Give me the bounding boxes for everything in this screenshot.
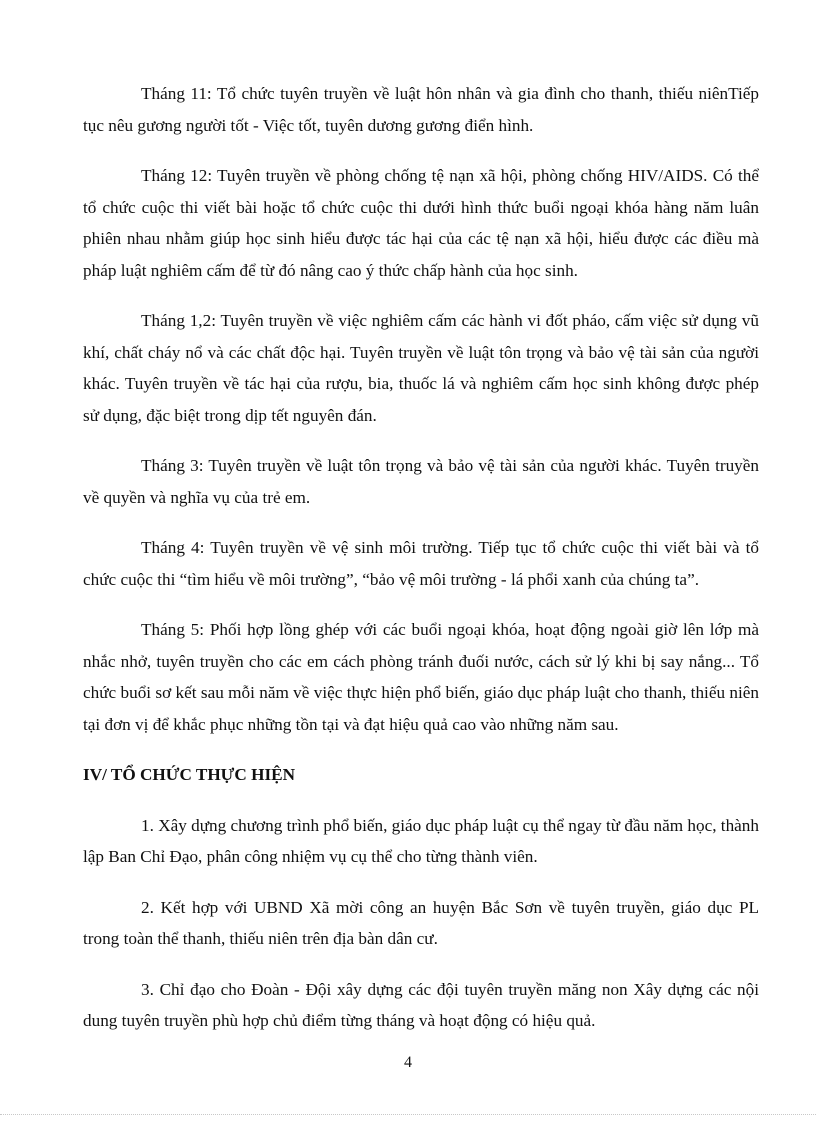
paragraph-thang-1-2: Tháng 1,2: Tuyên truyền về việc nghiêm cấm các hành vi đốt pháo, cấm việc sử dụng vũ khí, chất cháy nổ và các chất độc hại. Tuyên truyền về luật tôn trọng và bảo vệ tài sản của người khác. Tuyên truyền về tác hại của rượu, bia, thuốc lá và nghiêm cấm học sinh không được phép sử dụng, đặc biệt trong dịp tết nguyên đán. — [83, 311, 759, 425]
paragraph-thang-12: Tháng 12: Tuyên truyền về phòng chống tệ nạn xã hội, phòng chống HIV/AIDS. Có thể tổ chức cuộc thi viết bài hoặc tổ chức cuộc thi dưới hình thức buổi ngoại khóa hàng năm luân phiên nhau nhằm giúp học sinh hiểu được tác hại của các tệ nạn xã hội, hiểu được các điều mà pháp luật nghiêm cấm để từ đó nâng cao ý thức chấp hành của học sinh. — [83, 166, 759, 280]
paragraph-item-3: 3. Chỉ đạo cho Đoàn - Đội xây dựng các đội tuyên truyền măng non Xây dựng các nội dung tuyên truyền phù hợp chủ điểm từng tháng và hoạt động có hiệu quả. — [83, 979, 759, 1030]
paragraph-thang-11: Tháng 11: Tổ chức tuyên truyền về luật hôn nhân và gia đình cho thanh, thiếu niênTiếp tục nêu gương người tốt - Việc tốt, tuyên dương gương điển hình. — [83, 84, 759, 135]
paragraph-thang-3: Tháng 3: Tuyên truyền về luật tôn trọng và bảo vệ tài sản của người khác. Tuyên truyền về quyền và nghĩa vụ của trẻ em. — [83, 456, 759, 507]
page-edge-divider — [0, 1114, 816, 1115]
paragraph-thang-5: Tháng 5: Phối hợp lồng ghép với các buổi ngoại khóa, hoạt động ngoài giờ lên lớp mà nhắc nhở, tuyên truyền cho các em cách phòng tránh đuối nước, cách sử lý khi bị say nắng... Tổ chức buổi sơ kết sau mỗi năm về việc thực hiện phổ biến, giáo dục pháp luật cho thanh, thiếu niên tại đơn vị để khắc phục những tồn tại và đạt hiệu quả cao vào những năm sau. — [83, 620, 759, 734]
document-page — [83, 78, 759, 1056]
paragraph-item-1: 1. Xây dựng chương trình phổ biến, giáo dục pháp luật cụ thể ngay từ đầu năm học, thành lập Ban Chỉ Đạo, phân công nhiệm vụ cụ thể cho từng thành viên. — [83, 815, 759, 866]
section-heading: IV/ TỔ CHỨC THỰC HIỆN — [83, 765, 296, 784]
paragraph-thang-4: Tháng 4: Tuyên truyền về vệ sinh môi trường. Tiếp tục tổ chức cuộc thi viết bài và tổ chức cuộc thi “tìm hiểu về môi trường”, “bảo vệ môi trường - lá phổi xanh của chúng ta”. — [83, 538, 759, 589]
page-number: 4 — [404, 1054, 412, 1071]
paragraph-item-2: 2. Kết hợp với UBND Xã mời công an huyện Bắc Sơn về tuyên truyền, giáo dục PL trong toàn thể thanh, thiếu niên trên địa bàn dân cư. — [83, 897, 759, 948]
